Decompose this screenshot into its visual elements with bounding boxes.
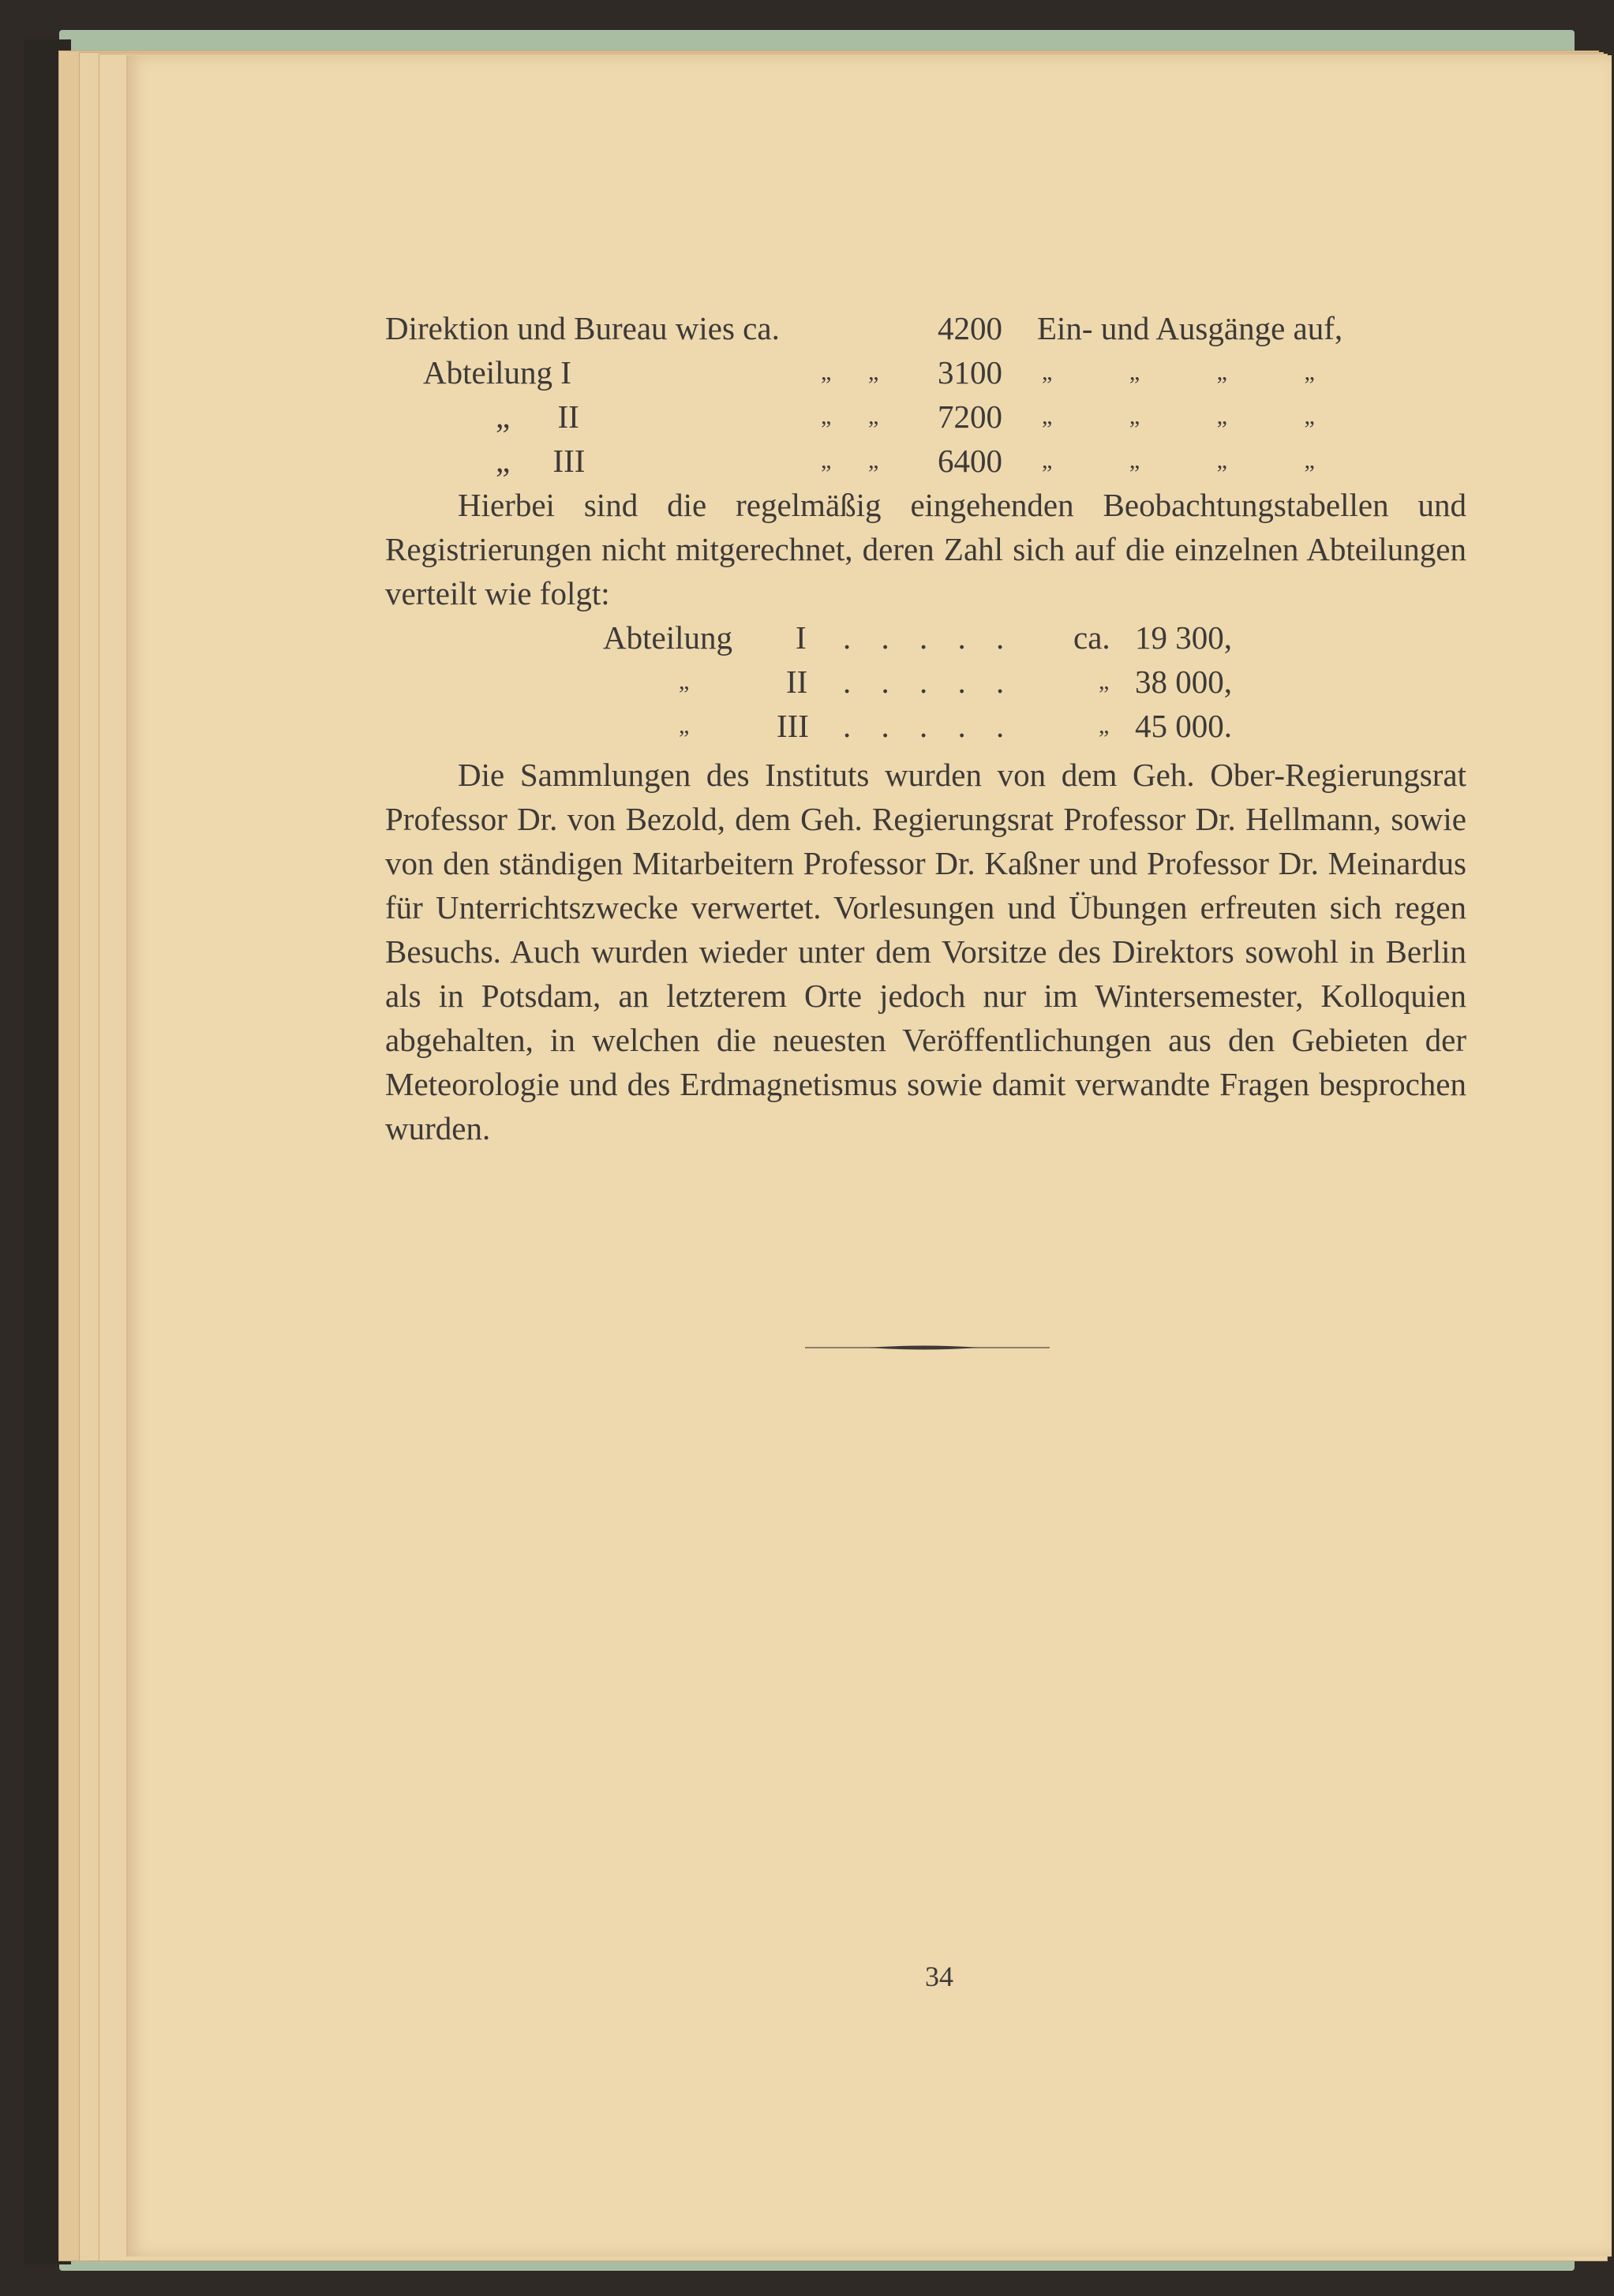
table-row	[385, 704, 1466, 748]
row-number: III	[777, 708, 809, 744]
table-row	[385, 350, 1466, 395]
row-label: „ III	[496, 443, 586, 479]
paragraph: Hierbei sind die regelmäßig eingehenden Beobachtungstabellen und Registrierungen nicht mitgerechnet, deren Zahl sich auf die einzelnen Abteilungen verteilt wie folgt:	[385, 487, 1466, 611]
table-row	[385, 615, 1466, 660]
leader-dots: . . . . .	[843, 619, 1016, 656]
ditto-mark: „	[821, 447, 832, 473]
paragraph: Die Sammlungen des Instituts wurden von dem Geh. Ober-Regierungsrat Professor Dr. von Bezold, dem Geh. Regierungsrat Professor Dr. Hellmann, sowie von den ständigen Mitarbeitern Professor Dr. Kaßner und Professor Dr. Meinardus für Unterrichtszwecke verwertet. Vorlesungen und Übungen erfreuten sich regen Besuchs. Auch wurden wieder unter dem Vorsitze des Direktors sowohl in Berlin als in Potsdam, an letzterem Orte jedoch nur im Wintersemester, Kolloquien abgehalten, in welchen die neuesten Veröffentlichungen aus den Gebieten der Meteorologie und des Erdmagnetismus sowie damit verwandte Fragen besprochen wurden.	[385, 757, 1466, 1146]
row-prefix: „	[1099, 668, 1110, 694]
ditto-marks: „ „ „ „	[1042, 447, 1315, 473]
ditto-marks: „ „ „ „	[1042, 359, 1315, 385]
row-value: 4200	[938, 310, 1002, 346]
ditto-mark: „	[868, 359, 879, 385]
row-label: „ II	[496, 398, 579, 435]
leader-dots: . . . . .	[843, 664, 1016, 700]
page-number: 34	[925, 1961, 953, 1992]
row-value: 45 000.	[1135, 708, 1232, 744]
row-value: 19 300,	[1135, 619, 1232, 656]
row-label: Direktion und Bureau wies ca.	[385, 310, 780, 346]
row-tail: Ein- und Ausgänge auf,	[1037, 310, 1343, 346]
decorative-rule	[805, 1344, 1050, 1352]
row-label: „	[679, 712, 690, 739]
row-number: I	[796, 619, 807, 656]
table-row	[385, 660, 1466, 704]
row-label: Abteilung I	[423, 354, 571, 391]
table-row	[385, 395, 1466, 439]
ditto-mark: „	[868, 447, 879, 473]
row-label: Abteilung	[603, 619, 732, 656]
ditto-mark: „	[868, 403, 879, 429]
row-number: II	[786, 664, 808, 700]
ditto-mark: „	[821, 403, 832, 429]
row-value: 7200	[938, 398, 1002, 435]
row-value: 38 000,	[1135, 664, 1232, 700]
table-row	[385, 439, 1466, 483]
row-label: „	[679, 668, 690, 694]
row-value: 6400	[938, 443, 1002, 479]
row-value: 3100	[938, 354, 1002, 391]
row-prefix: „	[1099, 712, 1110, 739]
ditto-mark: „	[821, 359, 832, 385]
page-text	[385, 306, 1466, 1150]
table-row	[385, 306, 1466, 350]
ditto-marks: „ „ „ „	[1042, 403, 1315, 429]
row-prefix: ca.	[1073, 619, 1110, 656]
leader-dots: . . . . .	[843, 708, 1016, 744]
